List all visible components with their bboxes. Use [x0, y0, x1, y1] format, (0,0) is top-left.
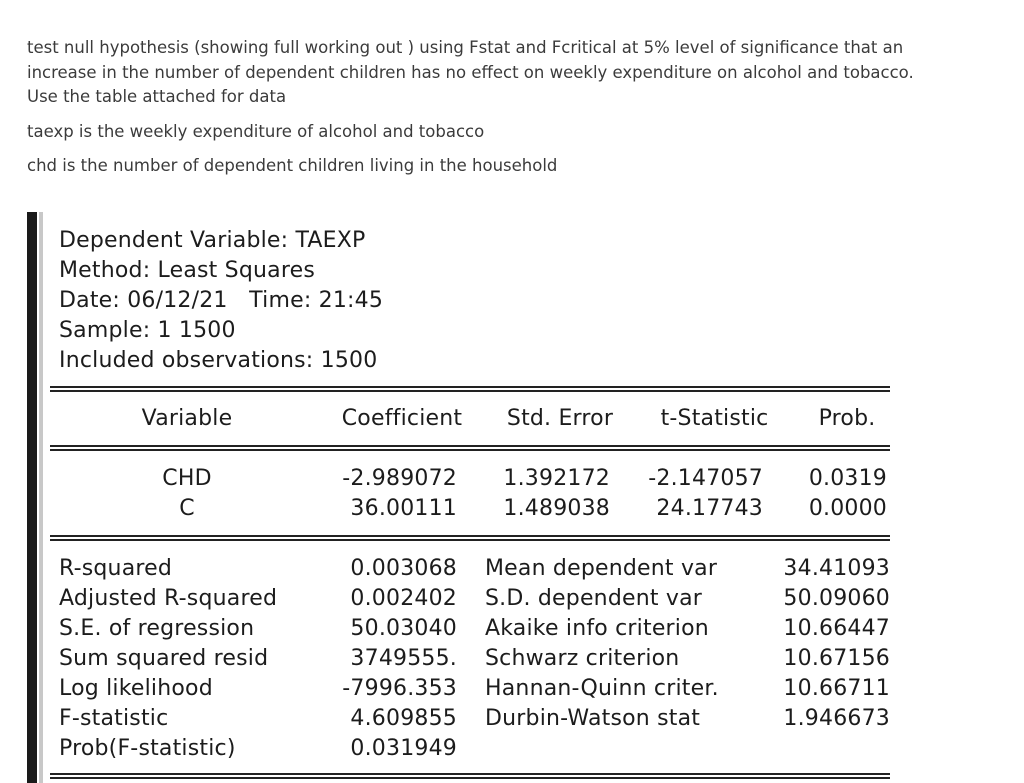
stat-value-sd-dependent-var: 50.09060 — [783, 586, 890, 611]
row-c-t-statistic: 24.17743 — [656, 496, 763, 521]
column-header-variable: Variable — [141, 406, 233, 431]
stat-value-mean-dependent-var: 34.41093 — [783, 556, 890, 581]
table-middle-rule — [50, 535, 890, 541]
chd-definition: chd is the number of dependent children living in the household — [27, 156, 558, 175]
stat-label-f-statistic: F-statistic — [59, 706, 169, 731]
column-header-t-statistic: t-Statistic — [660, 406, 769, 431]
row-chd-std-error: 1.392172 — [503, 466, 610, 491]
stat-value-hannan-quinn: 10.66711 — [783, 676, 890, 701]
stat-value-sum-squared-resid: 3749555. — [350, 646, 457, 671]
stat-value-prob-f-statistic: 0.031949 — [350, 736, 457, 761]
stat-value-f-statistic: 4.609855 — [350, 706, 457, 731]
row-c-coefficient: 36.00111 — [350, 496, 457, 521]
stat-label-r-squared: R-squared — [59, 556, 173, 581]
stat-value-akaike: 10.66447 — [783, 616, 890, 641]
stat-label-se-regression: S.E. of regression — [59, 616, 255, 641]
stat-value-durbin-watson: 1.946673 — [783, 706, 890, 731]
row-c-std-error: 1.489038 — [503, 496, 610, 521]
row-chd-coefficient: -2.989072 — [342, 466, 457, 491]
stat-label-mean-dependent-var: Mean dependent var — [485, 556, 718, 581]
column-header-std-error: Std. Error — [506, 406, 614, 431]
sample-line: Sample: 1 1500 — [59, 318, 236, 343]
taexp-definition: taexp is the weekly expenditure of alcohol and tobacco — [27, 121, 485, 141]
observations-line: Included observations: 1500 — [59, 348, 378, 373]
stat-value-log-likelihood: -7996.353 — [342, 676, 457, 701]
question-paragraph: test null hypothesis (showing full working out ) using Fstat and Fcritical at 5% level of significance that an increase in the number of dependent children has no effect on weekly expenditure on alcohol and tobacco. Use the table attached for data — [27, 38, 914, 106]
regression-output-image — [27, 212, 897, 783]
column-header-prob: Prob. — [818, 406, 876, 431]
stat-label-prob-f-statistic: Prob(F-statistic) — [59, 736, 236, 761]
date-time-line: Date: 06/12/21 Time: 21:45 — [59, 288, 384, 313]
stat-label-adjusted-r-squared: Adjusted R-squared — [59, 586, 278, 611]
question-text — [27, 36, 927, 189]
stat-value-adjusted-r-squared: 0.002402 — [350, 586, 457, 611]
stat-label-durbin-watson: Durbin-Watson stat — [485, 706, 701, 731]
left-border — [27, 212, 37, 783]
stat-value-r-squared: 0.003068 — [350, 556, 457, 581]
stat-value-se-regression: 50.03040 — [350, 616, 457, 641]
row-c-prob: 0.0000 — [808, 496, 887, 521]
method-line: Method: Least Squares — [59, 258, 315, 283]
dependent-variable-line: Dependent Variable: TAEXP — [59, 228, 366, 253]
row-chd-variable: CHD — [162, 466, 212, 491]
stat-label-sd-dependent-var: S.D. dependent var — [485, 586, 703, 611]
table-header-rule — [50, 445, 890, 451]
stat-label-sum-squared-resid: Sum squared resid — [59, 646, 269, 671]
row-c-variable: C — [179, 496, 195, 521]
left-border-shadow — [39, 212, 43, 783]
stat-value-schwarz: 10.67156 — [783, 646, 890, 671]
column-header-coefficient: Coefficient — [341, 406, 463, 431]
stat-label-log-likelihood: Log likelihood — [59, 676, 213, 701]
row-chd-prob: 0.0319 — [808, 466, 887, 491]
stat-label-schwarz: Schwarz criterion — [485, 646, 680, 671]
stat-label-akaike: Akaike info criterion — [485, 616, 709, 641]
table-bottom-rule — [50, 773, 890, 779]
stat-label-hannan-quinn: Hannan-Quinn criter. — [485, 676, 719, 701]
table-top-rule — [50, 386, 890, 392]
row-chd-t-statistic: -2.147057 — [648, 466, 763, 491]
